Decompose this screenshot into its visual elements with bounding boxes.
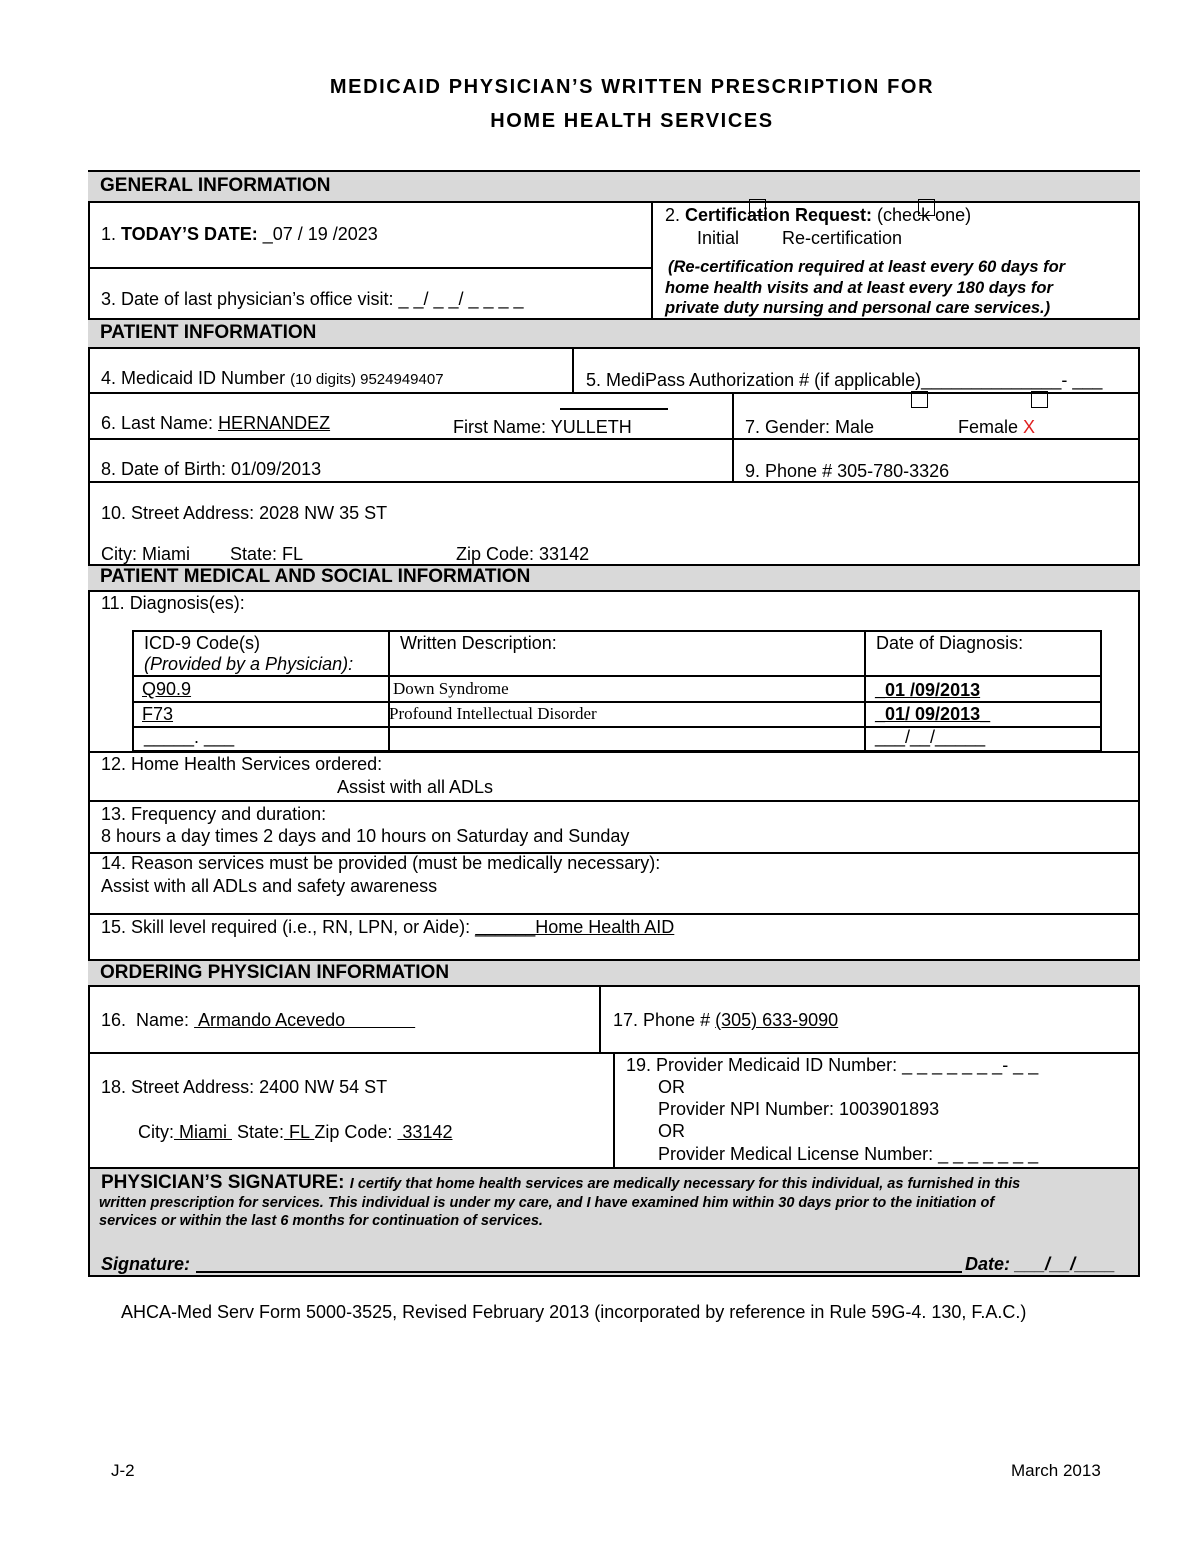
physician-name-field[interactable]: 16. Name: Armando Acevedo xyxy=(101,1010,416,1030)
todays-date-field[interactable]: 1. TODAY’S DATE: _07 / 19 /2023 xyxy=(101,224,378,244)
checkbox-female[interactable] xyxy=(1031,391,1048,408)
or-label-2: OR xyxy=(658,1121,685,1141)
form-title-line-1: MEDICAID PHYSICIAN’S WRITTEN PRESCRIPTION FOR xyxy=(329,76,935,98)
checkbox-male[interactable] xyxy=(911,391,928,408)
signature-cert-line-3: services or within the last 6 months for continuation of services. xyxy=(99,1213,543,1229)
gender-label: 7. Gender: Male xyxy=(745,417,875,437)
patient-zip-field[interactable]: Zip Code: 33142 xyxy=(456,544,590,564)
medipass-authorization-field[interactable]: 5. MediPass Authorization # (if applicable)______________- ___ xyxy=(586,370,1103,390)
col-header-icd: ICD-9 Code(s) xyxy=(144,633,261,653)
patient-street-address-field[interactable]: 10. Street Address: 2028 NW 35 ST xyxy=(101,503,388,523)
option-initial-label: Initial xyxy=(697,228,740,248)
footer-date: March 2013 xyxy=(1011,1461,1101,1480)
certification-request-label: 2. Certification Request: (check one) xyxy=(665,205,972,225)
form-reference: AHCA-Med Serv Form 5000-3525, Revised February 2013 (incorporated by reference in Rule 59G-4. 130, F.A.C.) xyxy=(121,1302,1027,1322)
recert-note-line-2: home health visits and at least every 180 days for xyxy=(665,279,1053,297)
patient-city-field[interactable]: City: Miami xyxy=(101,544,190,564)
section-medical-social-information: PATIENT MEDICAL AND SOCIAL INFORMATION xyxy=(88,566,1140,591)
signature-field[interactable] xyxy=(196,1250,962,1272)
gender-female-option: Female X xyxy=(958,417,1036,437)
signature-date-field[interactable]: Date: ___/__/____ xyxy=(965,1254,1116,1274)
medicaid-id-field[interactable]: 4. Medicaid ID Number (10 digits) 9524949407 xyxy=(101,368,444,388)
col-header-icd-note: (Provided by a Physician): xyxy=(144,654,354,674)
col-header-description: Written Description: xyxy=(400,633,557,653)
col-header-date: Date of Diagnosis: xyxy=(876,633,1024,653)
provider-npi-field[interactable]: Provider NPI Number: 1003901893 xyxy=(658,1099,940,1119)
diagnosis-date-2[interactable]: _01/ 09/2013_ xyxy=(875,704,991,724)
or-label-1: OR xyxy=(658,1077,685,1097)
signature-heading: PHYSICIAN’S SIGNATURE: I certify that home health services are medically necessary for this individual, as furnished in this xyxy=(101,1172,1021,1193)
female-selected-mark: X xyxy=(1023,417,1036,437)
first-name-field[interactable]: First Name: YULLETH xyxy=(453,417,632,437)
services-ordered-label: 12. Home Health Services ordered: xyxy=(101,754,383,774)
recert-note-line-1: (Re-certification required at least every 60 days for xyxy=(668,258,1066,276)
reason-services-value[interactable]: Assist with all ADLs and safety awareness xyxy=(101,876,438,896)
last-office-visit-field[interactable]: 3. Date of last physician’s office visit: _ _/ _ _/ _ _ _ _ xyxy=(101,289,524,309)
section-general-information: GENERAL INFORMATION xyxy=(88,172,1140,202)
reason-services-label: 14. Reason services must be provided (must be medically necessary): xyxy=(101,853,661,873)
recert-note-line-3: private duty nursing and personal care services.) xyxy=(665,299,1051,317)
physician-city-state-zip-field[interactable]: City: Miami State: FL Zip Code: 33142 xyxy=(138,1122,453,1142)
section-ordering-physician: ORDERING PHYSICIAN INFORMATION xyxy=(88,961,1140,986)
page-number: J-2 xyxy=(111,1461,135,1480)
checkbox-recertification[interactable] xyxy=(918,199,935,216)
form-title-line-2: HOME HEALTH SERVICES xyxy=(490,110,774,132)
provider-license-field[interactable]: Provider Medical License Number: _ _ _ _ _ _ _ xyxy=(658,1144,1039,1164)
physician-street-address-field[interactable]: 18. Street Address: 2400 NW 54 ST xyxy=(101,1077,388,1097)
diagnosis-code-2[interactable]: F73 xyxy=(142,704,174,724)
physician-phone-field[interactable]: 17. Phone # (305) 633-9090 xyxy=(613,1010,839,1030)
signature-cert-line-2: written prescription for services. This individual is under my care, and I have examined him within 30 days prior to the initiation of xyxy=(99,1195,995,1211)
last-name-field[interactable]: 6. Last Name: HERNANDEZ xyxy=(101,413,331,433)
skill-level-field[interactable]: 15. Skill level required (i.e., RN, LPN, or Aide): ______Home Health AID xyxy=(101,917,675,937)
diagnosis-code-1[interactable]: Q90.9 xyxy=(142,679,192,699)
provider-medicaid-id-field[interactable]: 19. Provider Medicaid ID Number: _ _ _ _ _ _ _- _ _ xyxy=(626,1055,1039,1075)
diagnosis-code-3[interactable]: _____. ___ xyxy=(144,727,235,747)
diagnosis-description-2[interactable]: Profound Intellectual Disorder xyxy=(389,704,597,723)
option-recertification-label: Re-certification xyxy=(782,228,903,248)
date-of-birth-field[interactable]: 8. Date of Birth: 01/09/2013 xyxy=(101,459,322,479)
frequency-duration-label: 13. Frequency and duration: xyxy=(101,804,327,824)
patient-phone-field[interactable]: 9. Phone # 305-780-3326 xyxy=(745,461,950,481)
diagnosis-date-1[interactable]: _01 /09/2013 xyxy=(875,680,981,700)
diagnosis-label: 11. Diagnosis(es): xyxy=(101,593,245,613)
patient-state-field[interactable]: State: FL xyxy=(230,544,304,564)
diagnosis-date-3[interactable]: ___/__/_____ xyxy=(875,727,986,747)
signature-label: Signature: xyxy=(101,1254,191,1274)
checkbox-initial[interactable] xyxy=(749,199,766,216)
diagnosis-description-1[interactable]: Down Syndrome xyxy=(393,679,509,698)
frequency-duration-value[interactable]: 8 hours a day times 2 days and 10 hours on Saturday and Sunday xyxy=(101,826,630,846)
section-patient-information: PATIENT INFORMATION xyxy=(88,320,1140,347)
services-ordered-value[interactable]: Assist with all ADLs xyxy=(337,777,494,797)
